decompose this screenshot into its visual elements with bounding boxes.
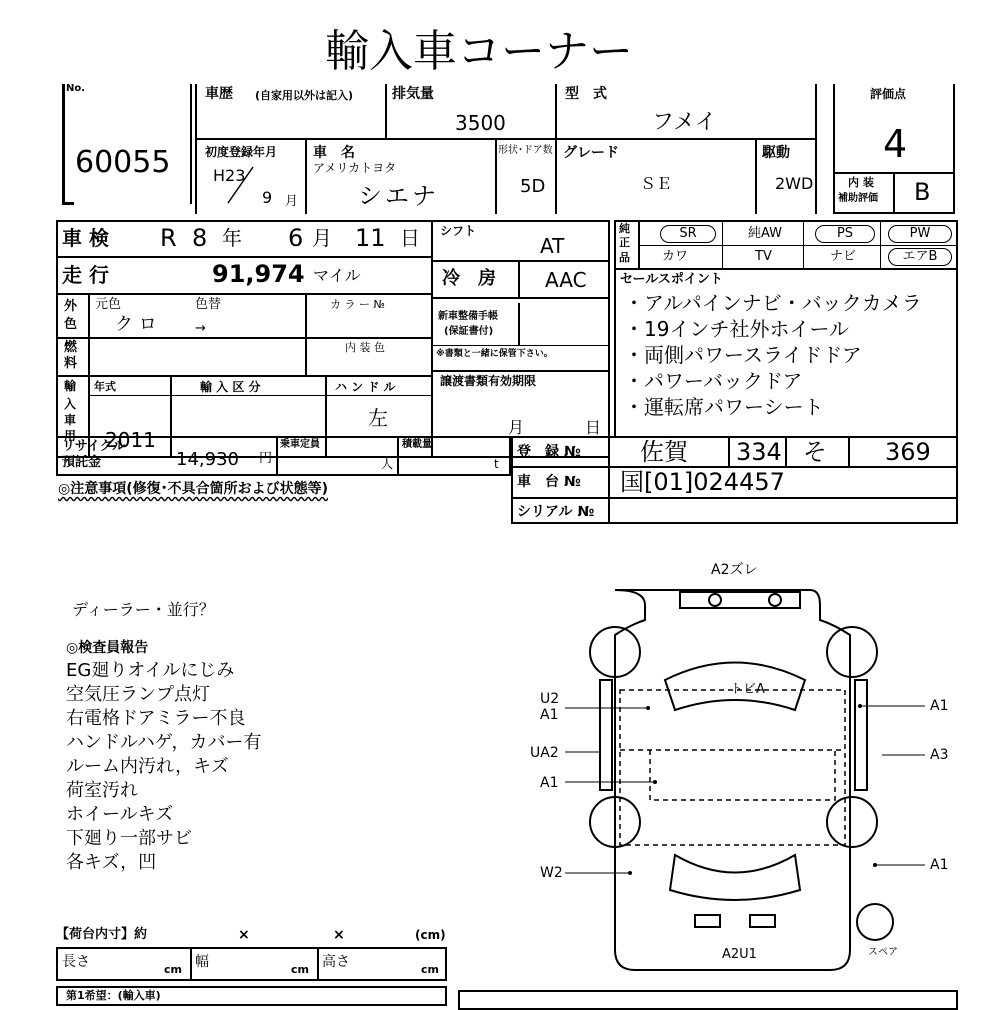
option-sr: SR bbox=[660, 225, 716, 243]
inspection-year-unit: 年 bbox=[222, 226, 242, 250]
score-label: 評価点 bbox=[870, 87, 907, 101]
grade-label: グレード bbox=[563, 145, 619, 161]
lot-number: 60055 bbox=[75, 145, 171, 180]
inspector-item: 空気圧ランプ点灯 bbox=[66, 684, 210, 705]
divider bbox=[518, 303, 520, 345]
diagram-bottom-label: A2U1 bbox=[722, 947, 757, 962]
sales-point-item: ・19インチ社外ホイール bbox=[624, 317, 850, 341]
orig-color-value: ク ロ bbox=[115, 314, 157, 335]
divider bbox=[385, 84, 387, 139]
divider bbox=[195, 84, 197, 214]
lot-bracket-left bbox=[62, 84, 65, 204]
diagram-top-label: A2ズレ bbox=[711, 562, 758, 578]
diagram-left-label: UA2 bbox=[530, 745, 559, 761]
inspection-month-unit: 月 bbox=[312, 226, 332, 250]
model-year-label: 年式 bbox=[94, 380, 116, 393]
cargo-times-2: × bbox=[333, 927, 345, 943]
chassis-label: 車 台 № bbox=[517, 474, 581, 490]
divider bbox=[433, 260, 610, 262]
divider bbox=[276, 438, 278, 474]
inspector-item: ホイールキズ bbox=[66, 804, 174, 825]
import-label-3: 車 bbox=[64, 413, 77, 427]
divider bbox=[56, 293, 433, 295]
import-label-2: 入 bbox=[64, 397, 77, 411]
inspection-day-unit: 日 bbox=[400, 226, 420, 250]
model-type-value: フメイ bbox=[652, 110, 717, 135]
option-tv: TV bbox=[755, 249, 772, 264]
divider bbox=[88, 293, 90, 458]
door-value: 5D bbox=[520, 176, 546, 197]
displacement-value: 3500 bbox=[455, 111, 506, 135]
divider bbox=[190, 949, 192, 979]
divider bbox=[511, 497, 958, 499]
diagram-left-label: U2 bbox=[540, 691, 560, 707]
reg-kana: そ bbox=[803, 438, 827, 466]
inspector-label: ◎検査員報告 bbox=[66, 640, 149, 656]
load-unit: t bbox=[494, 457, 499, 471]
divider bbox=[433, 370, 610, 372]
inspection-year: 8 bbox=[192, 224, 208, 252]
cargo-width-unit: cm bbox=[291, 963, 309, 976]
chassis-value: 国[01]024457 bbox=[620, 468, 785, 496]
load-label: 積載量 bbox=[402, 439, 432, 450]
interior-label: 内 装 bbox=[848, 176, 874, 189]
wish-label: 第1希望：(輸入車) bbox=[66, 989, 161, 1002]
divider bbox=[518, 262, 520, 297]
diagram-right-label: A3 bbox=[930, 747, 949, 763]
divider bbox=[880, 222, 881, 268]
slash-mark bbox=[225, 165, 255, 205]
spare-tire-label: スペア bbox=[868, 947, 898, 958]
caution-label: ◎注意事項(修復･不具合箇所および状態等) bbox=[58, 481, 329, 497]
capacity-label: 乗車定員 bbox=[280, 439, 320, 450]
recycle-label: リサイクル bbox=[62, 439, 126, 454]
inspector-item: EG廻りオイルにじみ bbox=[66, 660, 235, 681]
shift-value: AT bbox=[540, 234, 565, 258]
first-reg-era: H23 bbox=[213, 166, 246, 185]
divider bbox=[755, 140, 757, 214]
interior-sub-label: 補助評価 bbox=[838, 193, 878, 204]
divider bbox=[728, 438, 730, 466]
genuine-label-1: 純 bbox=[619, 222, 630, 235]
diagram-right-label: A1 bbox=[930, 857, 949, 873]
divider bbox=[815, 84, 817, 214]
divider bbox=[190, 84, 192, 204]
transfer-label: 譲渡書類有効期限 bbox=[440, 374, 537, 388]
divider bbox=[56, 337, 433, 339]
divider bbox=[88, 395, 433, 396]
divider bbox=[433, 345, 610, 346]
divider bbox=[722, 222, 723, 268]
reg-number: 369 bbox=[885, 438, 931, 466]
reg-region: 佐賀 bbox=[640, 438, 688, 466]
serial-label: シリアル № bbox=[517, 504, 595, 520]
inspection-day: 11 bbox=[355, 224, 386, 252]
history-label: 車歴 bbox=[205, 86, 233, 102]
import-label-1: 輸 bbox=[64, 379, 77, 393]
cargo-width-label: 幅 bbox=[195, 954, 209, 970]
reg-label: 登 録 № bbox=[517, 444, 581, 460]
divider bbox=[317, 949, 319, 979]
recycle-value: 14,930 bbox=[176, 449, 239, 470]
ac-value: AAC bbox=[545, 268, 587, 292]
inspector-item: ハンドルハゲ，カバー有 bbox=[66, 732, 262, 753]
door-label: 形状･ドア数 bbox=[498, 145, 553, 156]
handle-label: ハ ン ド ル bbox=[335, 380, 396, 394]
maintenance-sub: (保証書付) bbox=[444, 326, 494, 337]
first-reg-month-unit: 月 bbox=[285, 194, 299, 209]
divider bbox=[785, 438, 787, 466]
model-year-value: 2011 bbox=[105, 428, 156, 452]
cargo-height-label: 高さ bbox=[322, 954, 350, 970]
cargo-times-1: × bbox=[238, 927, 250, 943]
car-name-label: 車 名 bbox=[313, 145, 355, 161]
maintenance-label: 新車整備手帳 bbox=[438, 311, 498, 322]
recycle-label-2: 預託金 bbox=[62, 455, 102, 470]
inspection-month: 6 bbox=[288, 224, 304, 252]
ac-label: 冷 房 bbox=[442, 268, 496, 289]
car-damage-diagram bbox=[530, 560, 970, 980]
divider bbox=[614, 268, 958, 270]
mileage-value: 91,974 bbox=[212, 260, 305, 288]
transfer-month: 月 bbox=[508, 418, 525, 437]
interior-color-label: 内 装 色 bbox=[345, 341, 385, 354]
sales-point-item: ・パワーバックドア bbox=[624, 369, 803, 393]
mileage-label: 走 行 bbox=[62, 263, 109, 287]
inspector-item: 下廻り一部サビ bbox=[66, 828, 192, 849]
divider bbox=[495, 140, 497, 214]
sales-point-item: ・運転席パワーシート bbox=[624, 395, 824, 419]
interior-value: B bbox=[914, 178, 931, 206]
dealer-note: ディーラー・並行？ bbox=[72, 600, 215, 619]
divider bbox=[305, 293, 307, 375]
option-genuine-aw: 純AW bbox=[748, 226, 783, 241]
divider bbox=[848, 438, 850, 466]
option-ps: PS bbox=[815, 225, 875, 243]
sales-points-label: セールスポイント bbox=[620, 272, 723, 287]
fuel-label: 燃 bbox=[64, 340, 78, 355]
first-reg-month: 9 bbox=[262, 188, 273, 207]
lot-bracket-foot bbox=[62, 202, 74, 205]
divider bbox=[305, 140, 307, 214]
maintenance-note: ※書類と一緒に保管下さい。 bbox=[436, 349, 553, 359]
fuel-label-2: 料 bbox=[64, 356, 78, 371]
diagram-roof-label: トビA bbox=[730, 682, 765, 697]
page-title: 輸入車コーナー bbox=[325, 26, 633, 77]
diagram-left-label: A1 bbox=[540, 775, 559, 791]
reg-class: 334 bbox=[736, 438, 782, 466]
option-pw: PW bbox=[888, 225, 952, 243]
car-name: シエナ bbox=[358, 182, 439, 210]
displacement-label: 排気量 bbox=[392, 86, 434, 102]
capacity-unit: 人 bbox=[381, 457, 394, 471]
cargo-height-unit: cm bbox=[421, 963, 439, 976]
notes-box bbox=[458, 990, 958, 1010]
diagram-right-label: A1 bbox=[930, 698, 949, 714]
transfer-day: 日 bbox=[585, 418, 602, 437]
cargo-unit: (cm) bbox=[415, 928, 446, 942]
inspector-item: ルーム内汚れ，キズ bbox=[66, 756, 229, 777]
divider bbox=[397, 438, 399, 474]
drive-label: 駆動 bbox=[762, 145, 790, 161]
diagram-left-label: A1 bbox=[540, 707, 559, 723]
divider bbox=[640, 245, 956, 246]
mileage-unit: マイル bbox=[313, 266, 361, 285]
diagram-left-label: W2 bbox=[540, 865, 563, 881]
divider bbox=[433, 297, 610, 299]
lot-label: No. bbox=[66, 83, 86, 94]
car-maker: アメリカトヨタ bbox=[313, 161, 397, 175]
cargo-label: 【荷台内寸】約 bbox=[56, 927, 148, 942]
color-change-label: 色替 bbox=[195, 297, 222, 312]
model-type-label: 型 式 bbox=[565, 86, 607, 102]
cargo-table bbox=[56, 947, 447, 981]
divider bbox=[56, 375, 433, 377]
option-airbag: エアB bbox=[888, 248, 952, 266]
inspector-item: 荷室汚れ bbox=[66, 780, 138, 801]
cargo-length-unit: cm bbox=[164, 963, 182, 976]
inspector-item: 各キズ，凹 bbox=[66, 852, 157, 873]
option-navi: ナビ bbox=[830, 249, 857, 264]
divider bbox=[197, 138, 817, 140]
divider bbox=[555, 84, 557, 214]
inspector-item: 右電格ドアミラー不良 bbox=[66, 708, 246, 729]
color-no-label: カ ラ ー № bbox=[330, 298, 385, 311]
drive-value: 2WD bbox=[775, 174, 814, 193]
import-type-label: 輸 入 区 分 bbox=[200, 380, 261, 394]
first-reg-label: 初度登録年月 bbox=[205, 145, 278, 159]
color-change-value: → bbox=[195, 321, 206, 336]
genuine-label-2: 正 bbox=[619, 236, 630, 249]
exterior-label-2: 色 bbox=[64, 317, 78, 332]
handle-value: 左 bbox=[368, 406, 388, 430]
history-note: (自家用以外は記入) bbox=[255, 89, 354, 102]
recycle-unit: 円 bbox=[259, 451, 273, 466]
score-value: 4 bbox=[883, 122, 908, 166]
grade-value: ＳＥ bbox=[640, 174, 673, 193]
cargo-length-label: 長さ bbox=[62, 954, 90, 970]
sales-point-item: ・両側パワースライドドア bbox=[624, 343, 862, 367]
divider bbox=[803, 222, 804, 268]
orig-color-label: 元色 bbox=[95, 297, 122, 312]
divider bbox=[893, 172, 895, 214]
exterior-label: 外 bbox=[64, 299, 78, 314]
inspection-label: 車 検 bbox=[62, 226, 109, 250]
divider bbox=[56, 256, 433, 258]
import-label-4: 用 bbox=[64, 429, 77, 443]
inspection-era: R bbox=[160, 224, 177, 252]
shift-label: シフト bbox=[440, 224, 477, 238]
genuine-label-3: 品 bbox=[619, 251, 630, 264]
divider bbox=[608, 438, 610, 524]
option-leather: カワ bbox=[662, 249, 689, 264]
sales-point-item: ・アルパインナビ・バックカメラ bbox=[624, 291, 922, 315]
